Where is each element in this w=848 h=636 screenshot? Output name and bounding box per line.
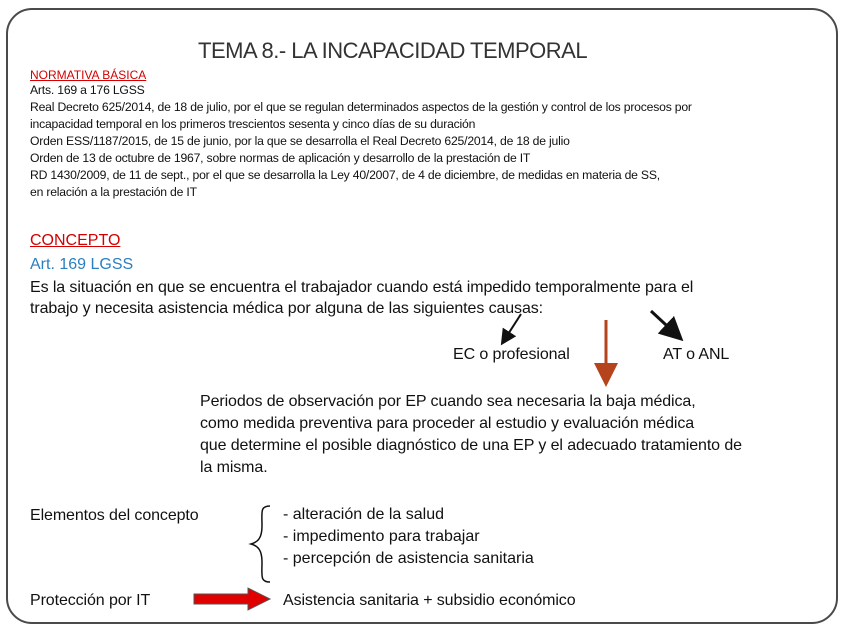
proteccion-result: Asistencia sanitaria + subsidio económico bbox=[283, 592, 576, 609]
normativa-line: Orden ESS/1187/2015, de 15 de junio, por la que se desarrolla el Real Decreto 625/2014, de 18 de julio bbox=[30, 134, 570, 148]
observation-text bbox=[200, 391, 742, 479]
observation-line: como medida preventiva para proceder al estudio y evaluación médica bbox=[200, 415, 695, 432]
concepto-heading: CONCEPTO bbox=[30, 232, 121, 249]
normativa-line: incapacidad temporal en los primeros trescientos sesenta y cinco días de su duración bbox=[30, 117, 476, 131]
elementos-label: Elementos del concepto bbox=[30, 507, 199, 524]
right-block-arrow-icon bbox=[194, 588, 270, 610]
normativa-line: Arts. 169 a 176 LGSS bbox=[30, 83, 145, 97]
elementos-item: - impedimento para trabajar bbox=[283, 528, 480, 545]
observation-line: que determine el posible diagnóstico de una EP y el adecuado tratamiento de bbox=[200, 437, 742, 454]
article-reference: Art. 169 LGSS bbox=[30, 256, 134, 273]
observation-line: Periodos de observación por EP cuando sea necesaria la baja médica, bbox=[200, 393, 696, 410]
observation-line: la misma. bbox=[200, 459, 268, 476]
definition-line: trabajo y necesita asistencia médica por alguna de las siguientes causas: bbox=[30, 300, 544, 317]
elementos-item: - percepción de asistencia sanitaria bbox=[283, 550, 534, 567]
normativa-line: RD 1430/2009, de 11 de sept., por el que se desarrolla la Ley 40/2007, de 4 de diciembre, de medidas en materia de SS, bbox=[30, 168, 660, 182]
normativa-line: Orden de 13 de octubre de 1967, sobre normas de aplicación y desarrollo de la prestación de IT bbox=[30, 151, 531, 165]
cause-at: AT o ANL bbox=[663, 346, 730, 363]
cause-ec: EC o profesional bbox=[453, 346, 570, 363]
elementos-item: - alteración de la salud bbox=[283, 506, 444, 523]
definition-line: Es la situación en que se encuentra el trabajador cuando está impedido temporalmente para el bbox=[30, 279, 694, 296]
arrow-to-ec bbox=[503, 314, 521, 342]
normativa-heading: NORMATIVA BÁSICA bbox=[30, 68, 147, 82]
arrow-to-at bbox=[651, 311, 679, 337]
slide-title: TEMA 8.- LA INCAPACIDAD TEMPORAL bbox=[198, 38, 588, 63]
proteccion-label: Protección por IT bbox=[30, 592, 151, 609]
curly-brace-icon bbox=[251, 506, 270, 582]
elementos-list bbox=[283, 504, 534, 570]
normativa-line: Real Decreto 625/2014, de 18 de julio, por el que se regulan determinados aspectos de la gestión y control de los procesos por bbox=[30, 100, 692, 114]
normativa-line: en relación a la prestación de IT bbox=[30, 185, 197, 199]
